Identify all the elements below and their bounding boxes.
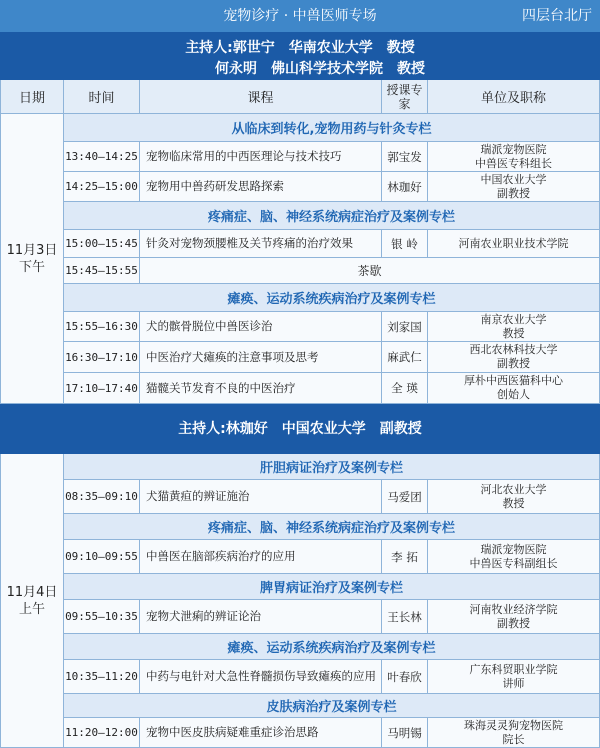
section-title: 瘫痪、运动系统疾病治疗及案例专栏: [64, 284, 600, 312]
course-cell: 猫髋关节发育不良的中医治疗: [140, 373, 382, 404]
unit-cell: [428, 342, 600, 373]
section-title: 脾胃病证治疗及案例专栏: [64, 574, 600, 600]
lecturer-cell: 李 拓: [382, 540, 428, 574]
unit-cell: [428, 600, 600, 634]
unit-cell: [428, 480, 600, 514]
period-day1: 下午: [18, 259, 45, 275]
time-cell: 09:55–10:35: [64, 600, 140, 634]
lecturer-cell: 银 岭: [382, 230, 428, 258]
course-cell: 宠物犬泄痢的辨证论治: [140, 600, 382, 634]
unit-title: 中兽医专科副组长: [469, 556, 558, 570]
course-cell: 宠物中医皮肤病疑难重症诊治思路: [140, 718, 382, 748]
unit-title: 中兽医专科组长: [475, 156, 552, 170]
lecturer-cell: 马明锡: [382, 718, 428, 748]
section-title: 疼痛症、脑、神经系统病症治疗及案例专栏: [64, 202, 600, 230]
top-bar: [0, 0, 600, 32]
unit-title: 副教授: [497, 616, 530, 630]
lecturer-cell: 马爱团: [382, 480, 428, 514]
section-title: 肝胆病证治疗及案例专栏: [64, 454, 600, 480]
time-cell: 14:25–15:00: [64, 172, 140, 202]
time-cell: 15:00–15:45: [64, 230, 140, 258]
unit-cell: [428, 660, 600, 694]
session-title: 宠物诊疗 · 中兽医师专场: [223, 8, 377, 24]
unit-name: 瑞派宠物医院: [480, 142, 547, 156]
time-cell: 10:35–11:20: [64, 660, 140, 694]
lecturer-cell: 全 瑛: [382, 373, 428, 404]
col-lecturer: 授课专家: [382, 80, 428, 114]
date-cell-day2: [0, 454, 64, 748]
unit-title: 院长: [502, 732, 525, 746]
hosts-band-day2: 主持人:林珈好 中国农业大学 副教授: [0, 404, 600, 454]
lecturer-cell: 王长林: [382, 600, 428, 634]
unit-name: 西北农林科技大学: [469, 343, 558, 356]
col-course: 课程: [140, 80, 382, 114]
lecturer-cell: 林珈好: [382, 172, 428, 202]
hall-name: 四层台北厅: [522, 8, 592, 24]
unit-name: 中国农业大学: [480, 172, 547, 186]
section-title: 疼痛症、脑、神经系统病症治疗及案例专栏: [64, 514, 600, 540]
col-date: 日期: [0, 80, 64, 114]
col-time: 时间: [64, 80, 140, 114]
unit-title: 副教授: [497, 357, 530, 370]
unit-title: 教授: [502, 326, 525, 340]
time-cell: 08:35–09:10: [64, 480, 140, 514]
unit-title: 创始人: [497, 388, 530, 401]
unit-cell: [428, 373, 600, 404]
lecturer-cell: 郭宝发: [382, 142, 428, 172]
col-unit: 单位及职称: [428, 80, 600, 114]
period-day2: 上午: [18, 601, 45, 617]
unit-name: 广东科贸职业学院: [469, 662, 558, 676]
date-day1: 11月3日: [6, 242, 58, 258]
time-cell: 11:20–12:00: [64, 718, 140, 748]
course-cell: 宠物用中兽药研发思路探索: [140, 172, 382, 202]
course-cell: 犬猫黄疸的辨证施治: [140, 480, 382, 514]
date-day2: 11月4日: [6, 584, 58, 600]
unit-name: 河北农业大学: [480, 482, 547, 496]
unit-cell: [428, 172, 600, 202]
course-cell: 犬的髌骨脱位中兽医诊治: [140, 312, 382, 342]
unit-title: 副教授: [497, 186, 530, 200]
course-cell: 针灸对宠物颈腰椎及关节疼痛的治疗效果: [140, 230, 382, 258]
time-cell: 17:10–17:40: [64, 373, 140, 404]
unit-name: 瑞派宠物医院: [480, 542, 547, 556]
course-cell: 宠物临床常用的中西医理论与技术技巧: [140, 142, 382, 172]
tea-break: 茶歇: [140, 258, 600, 284]
unit-cell: [428, 312, 600, 342]
hosts-band-day1: [0, 32, 600, 80]
unit-title: 讲师: [502, 676, 525, 690]
unit-name: 厚朴中西医猫科中心: [464, 374, 563, 387]
time-cell: 15:45–15:55: [64, 258, 140, 284]
unit-name: 珠海灵灵狗宠物医院: [464, 718, 563, 732]
course-cell: 中医治疗犬瘫痪的注意事项及思考: [140, 342, 382, 373]
unit-title: 教授: [502, 496, 525, 510]
time-cell: 16:30–17:10: [64, 342, 140, 373]
section-title: 瘫痪、运动系统疾病治疗及案例专栏: [64, 634, 600, 660]
unit-name: 南京农业大学: [480, 312, 547, 326]
lecturer-cell: 叶春欣: [382, 660, 428, 694]
unit-cell: [428, 540, 600, 574]
date-cell-day1: [0, 114, 64, 404]
course-cell: 中药与电针对犬急性脊髓损伤导致瘫痪的应用: [140, 660, 382, 694]
unit-cell: [428, 718, 600, 748]
lecturer-cell: 刘家国: [382, 312, 428, 342]
section-title: 从临床到转化,宠物用药与针灸专栏: [64, 114, 600, 142]
host-line-2: 何永明 佛山科学技术学院 教授: [215, 61, 425, 77]
host-line-1: 主持人:郭世宁 华南农业大学 教授: [185, 40, 415, 56]
lecturer-cell: 麻武仁: [382, 342, 428, 373]
time-cell: 13:40–14:25: [64, 142, 140, 172]
time-cell: 15:55–16:30: [64, 312, 140, 342]
course-cell: 中兽医在脑部疾病治疗的应用: [140, 540, 382, 574]
unit-name: 河南牧业经济学院: [469, 602, 558, 616]
section-title: 皮肤病治疗及案例专栏: [64, 694, 600, 718]
unit-cell: 河南农业职业技术学院: [428, 230, 600, 258]
unit-cell: [428, 142, 600, 172]
time-cell: 09:10–09:55: [64, 540, 140, 574]
